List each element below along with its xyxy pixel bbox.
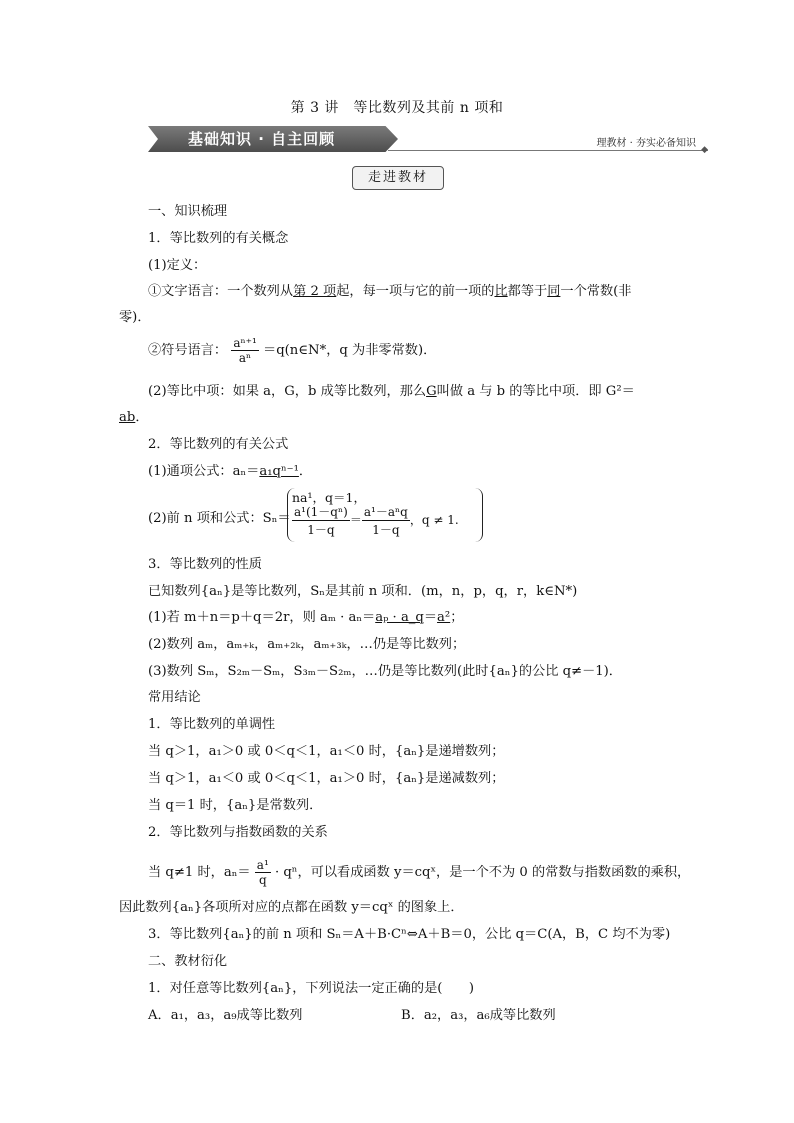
banner-right-text: 理教材 · 夯实必备知识 xyxy=(596,138,696,149)
fraction xyxy=(362,503,410,538)
text-line: 一、知识梳理 xyxy=(148,204,228,219)
banner-divider xyxy=(388,150,708,151)
text-span: ； xyxy=(450,610,464,625)
text-span: 起，每一项与它的前一项的 xyxy=(336,284,495,299)
text-span: 叫做 a 与 b 的等比中项．即 G²＝ xyxy=(436,384,635,399)
fraction-numerator: aⁿ⁺¹ xyxy=(233,336,257,350)
underlined-text: 同 xyxy=(547,284,561,299)
text-span: ． xyxy=(135,410,149,425)
text-line: 3．等比数列{aₙ}的前 n 项和 Sₙ＝A＋B·Cⁿ⇔A＋B＝0，公比 q＝C(A，B，C 均不为零) xyxy=(148,927,671,942)
underlined-text: a₁qⁿ⁻¹ xyxy=(259,464,299,479)
page-title: 第 3 讲 等比数列及其前 n 项和 xyxy=(290,100,504,116)
underlined-text: a² xyxy=(437,610,451,625)
fraction xyxy=(231,336,259,365)
diamond-icon: ◆ xyxy=(701,145,708,155)
fraction xyxy=(292,503,350,538)
text-span: (1)若 m＋n＝p＋q＝2r，则 aₘ · aₙ＝ xyxy=(148,610,376,625)
text-line xyxy=(148,280,632,299)
text-span: ＝ xyxy=(423,610,438,625)
text-line: 已知数列{aₙ}是等比数列，Sₙ是其前 n 项和．(m，n，p，q，r，k∈N*) xyxy=(148,584,578,599)
option-a: A．a₁，a₃，a₉成等比数列 xyxy=(148,1008,303,1023)
text-line: 2．等比数列的有关公式 xyxy=(148,437,289,452)
text-span: ①文字语言：一个数列从 xyxy=(148,284,294,299)
text-line: 当 q＞1，a₁＜0 或 0＜q＜1，a₁＞0 时，{aₙ}是递减数列； xyxy=(148,771,505,786)
text-span: ，q ≠ 1. xyxy=(409,513,459,527)
text-line: (2)前 n 项和公式：Sₙ＝ xyxy=(148,511,291,526)
text-span: ． xyxy=(298,464,313,479)
text-span: ＝q(n∈N*，q 为非零常数)． xyxy=(263,343,437,358)
text-line: 当 q＞1，a₁＞0 或 0＜q＜1，a₁＜0 时，{aₙ}是递增数列； xyxy=(148,744,505,759)
text-line: 1．等比数列的单调性 xyxy=(148,717,276,732)
text-line: 2．等比数列与指数函数的关系 xyxy=(148,825,328,840)
option-b: B．a₂，a₃，a₆成等比数列 xyxy=(401,1008,556,1023)
underlined-text: G xyxy=(426,384,437,399)
fraction xyxy=(255,858,271,887)
fraction-numerator: a¹－aⁿq xyxy=(363,505,408,519)
text-line xyxy=(148,606,463,625)
fraction-numerator: a¹(1－qⁿ) xyxy=(294,505,348,519)
underlined-text: 第 2 项 xyxy=(293,284,337,299)
text-line: 当 q＝1 时，{aₙ}是常数列． xyxy=(148,798,323,813)
text-line: 常用结论 xyxy=(148,690,201,705)
text-line: 1．等比数列的有关概念 xyxy=(148,231,289,246)
text-line: 零)． xyxy=(119,310,151,325)
text-span: 当 q≠1 时，aₙ＝ xyxy=(148,865,251,880)
text-line: 因此数列{aₙ}各项所对应的点都在函数 y＝cqˣ 的图象上． xyxy=(119,900,464,915)
fraction-denominator: 1－q xyxy=(372,523,400,537)
text-line xyxy=(148,460,312,479)
sub-banner: 走进教材 xyxy=(352,166,444,190)
text-span: (1)通项公式：aₙ＝ xyxy=(148,464,260,479)
text-span: 都等于 xyxy=(507,284,548,299)
text-span: (2)等比中项：如果 a，G，b 成等比数列，那么 xyxy=(148,384,427,399)
text-line: (1)定义： xyxy=(148,258,207,273)
text-line: 3．等比数列的性质 xyxy=(148,557,262,572)
text-span: · qⁿ，可以看成函数 y＝cqˣ，是一个不为 0 的常数与指数函数的乘积， xyxy=(274,865,691,880)
formula-case-2: $\frac{\text{a¹(1－qⁿ)}}{1-q}$ ＝ $\frac{\text{a¹－aⁿq}}{1-q}$ ，q ≠ 1. xyxy=(294,505,459,537)
fraction-denominator: q xyxy=(258,873,267,887)
text-line: 1．对任意等比数列{aₙ}，下列说法一定正确的是( ) xyxy=(148,981,474,996)
banner-left-text: 基础知识 · 自主回顾 xyxy=(188,130,336,148)
text-span: 一个常数(非 xyxy=(560,284,632,299)
text-line xyxy=(148,380,635,399)
formula-case-1: na¹，q＝1， xyxy=(292,490,366,505)
text-line xyxy=(148,858,690,887)
text-line xyxy=(148,336,436,365)
text-span: ②符号语言： xyxy=(148,343,228,358)
text-line: 二、教材衍化 xyxy=(148,954,228,969)
text-line: (3)数列 Sₘ，S₂ₘ－Sₘ，S₃ₘ－S₂ₘ，…仍是等比数列(此时{aₙ}的公比 q≠－1)． xyxy=(148,664,622,679)
fraction-denominator: 1－q xyxy=(307,523,335,537)
fraction-numerator: a¹ xyxy=(256,858,269,872)
underlined-text: ab xyxy=(119,410,136,425)
text-line xyxy=(119,406,149,425)
fraction-denominator: aⁿ xyxy=(238,351,252,365)
underlined-text: 比 xyxy=(494,284,508,299)
text-line: (2)数列 aₘ，aₘ₊ₖ，aₘ₊₂ₖ，aₘ₊₃ₖ，…仍是等比数列； xyxy=(148,637,466,652)
section-banner xyxy=(148,126,708,156)
underlined-text: aₚ · a_q xyxy=(375,610,424,625)
